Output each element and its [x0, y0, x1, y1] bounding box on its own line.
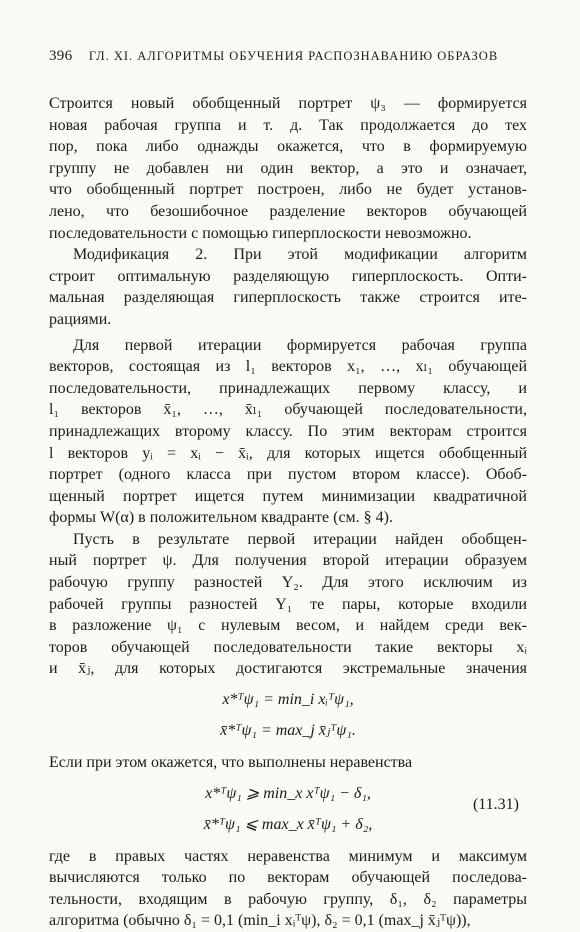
text-line: новая рабочая группа и т. д. Так продолжается до тех	[49, 116, 527, 134]
text-line: формы W(α) в положительном квадранте (см. § 4).	[49, 509, 394, 527]
page-body	[49, 93, 527, 932]
text-line: тельности, входящим в рабочую группу, δ₁, δ₂ параметры	[49, 890, 527, 908]
text-line: Для первой итерации формируется рабочая группа	[73, 336, 527, 354]
equation-line: x̄*ᵀψ₁ = max_j x̄ⱼᵀψ₁.	[220, 722, 356, 740]
equation-number: (11.31)	[472, 795, 519, 813]
text-line: l₁ векторов x̄₁, …, x̄ₗ₁ обучающей последовательности,	[49, 401, 527, 419]
text-line: где в правых частях неравенства минимум и максимум	[49, 847, 527, 865]
running-header	[49, 48, 527, 65]
text-line: мальная разделяющая гиперплоскость также строится ите-	[49, 289, 527, 307]
text-line: последовательности с помощью гиперплоскости невозможно.	[49, 224, 472, 242]
text-line: рабочую группу разностей Y₂. Для этого исключим из	[49, 574, 527, 592]
text-line: торов обучающей последовательности такие векторы xᵢ	[49, 638, 527, 656]
text-line: Пусть в результате первой итерации найден обобщен-	[73, 530, 527, 548]
text-line: группу не добавлен ни один вектор, а это и означает,	[49, 159, 527, 177]
paragraph-3	[49, 335, 527, 529]
text-line: в разложение ψ₁ с нулевым весом, и найдем среди век-	[49, 617, 527, 635]
paragraph-1	[49, 93, 527, 244]
text-line: алгоритма (обычно δ₁ = 0,1 (min_i xᵢᵀψ), δ₂ = 0,1 (max_j x̄ⱼᵀψ)),	[49, 912, 471, 930]
text-line: Если при этом окажется, что выполнены неравенства	[49, 754, 413, 772]
text-line: Строится новый обобщенный портрет ψ₃ — формируется	[49, 95, 527, 112]
text-line: вычисляются только по векторам обучающей последова-	[49, 869, 527, 887]
equation-block-2	[49, 778, 527, 840]
text-line: l векторов yᵢ = xᵢ − x̄ᵢ, для которых ищется обобщенный	[49, 444, 527, 462]
text-line: векторов, состоящая из l₁ векторов x₁, …, xₗ₁ обучающей	[49, 358, 527, 376]
text-line: Модификация 2. При этой модификации алгоритм	[73, 246, 527, 264]
text-line: строит оптимальную разделяющую гиперплоскость. Опти-	[49, 267, 527, 285]
text-line: щенный портрет ищется путем минимизации квадратичной	[49, 487, 527, 505]
text-line: что обобщенный портрет построен, либо не будет установ-	[49, 181, 527, 199]
text-line: принадлежащих второму классу. По этим векторам строится	[49, 422, 527, 440]
text-line: последовательности, принадлежащих первому классу, и	[49, 379, 527, 397]
text-line: пор, пока либо однажды окажется, что в формируемую	[49, 138, 527, 156]
text-line: и x̄ⱼ, для которых достигаются экстремальные значения	[49, 660, 527, 678]
text-line: лено, что безошибочное разделение векторов обучающей	[49, 202, 527, 220]
equation-line: x̄*ᵀψ₁ ⩽ max_x x̄ᵀψ₁ + δ₂,	[203, 815, 373, 833]
text-line: ный портрет ψ. Для получения второй итерации образуем	[49, 552, 527, 570]
paragraph-4	[49, 529, 527, 680]
paragraph-2	[49, 244, 527, 330]
text-line: рабочей группы разностей Y₁ те пары, которые входили	[49, 595, 527, 613]
equation-line: x*ᵀψ₁ = min_i xᵢᵀψ₁,	[222, 691, 354, 709]
equation-block-1	[49, 684, 527, 746]
equation-line: x*ᵀψ₁ ⩾ min_x xᵀψ₁ − δ₁,	[205, 784, 371, 802]
page-number: 396	[49, 48, 73, 64]
running-title: ГЛ. XI. АЛГОРИТМЫ ОБУЧЕНИЯ РАСПОЗНАВАНИЮ ОБРАЗОВ	[88, 49, 499, 63]
text-line: рациями.	[49, 310, 112, 328]
paragraph-6	[49, 846, 527, 932]
text-line: портрет (одного класса при пустом втором классе). Обоб-	[49, 466, 527, 484]
